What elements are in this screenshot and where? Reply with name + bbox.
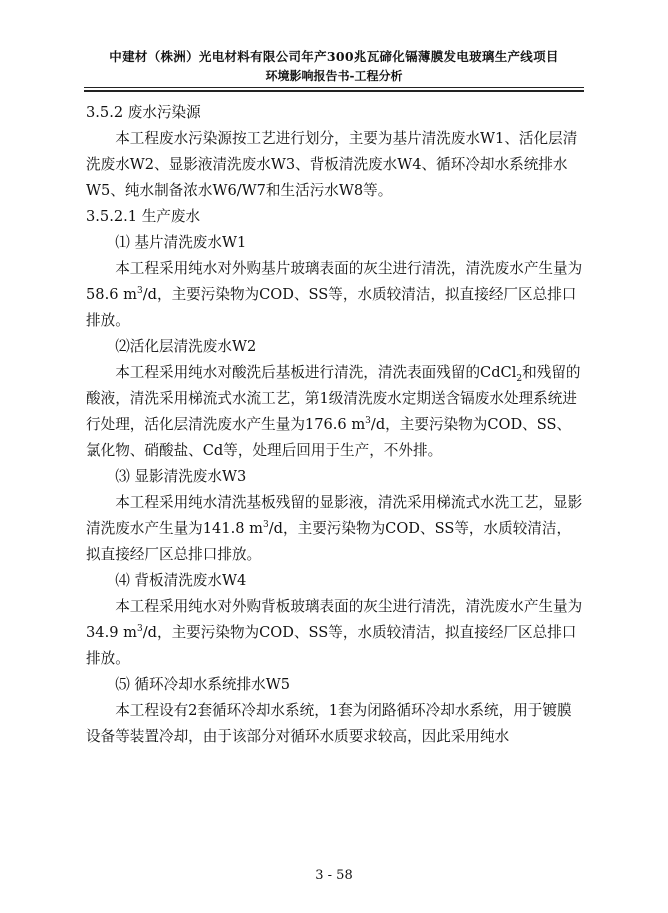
w4-heading: ⑷ 背板清洗废水W4 [115,572,247,589]
w2-heading: ⑵活化层清洗废水W2 [115,338,257,355]
w5-paragraph: 本工程设有2套循环冷却水系统，1套为闭路循环冷却水系统，用于镀膜设备等装置冷却，由于该部分对循环水质要求较高，因此采用纯水 [86,702,572,745]
section-intro-paragraph: 本工程废水污染源按工艺进行划分，主要为基片清洗废水W1、活化层清洗废水W2、显影液清洗废水W3、背板清洗废水W4、循环冷却水系统排水W5、纯水制备浓水W6/W7和生活污水W8等。 [86,130,578,199]
w3-paragraph: 本工程采用纯水清洗基板残留的显影液，清洗采用梯流式水洗工艺，显影清洗废水产生量为141.8 $m^3/d$，主要污染物为COD、SS等，水质较清洁，拟直接经厂区总排口排放。 [86,494,583,563]
section-heading-3-5-2-1: 3.5.2.1 生产废水 [86,208,201,225]
w1-paragraph: 本工程采用纯水对外购基片玻璃表面的灰尘进行清洗，清洗废水产生量为58.6 $m^3/d$，主要污染物为COD、SS等，水质较清洁，拟直接经厂区总排口排放。 [86,260,583,329]
header-project-title: 中建材（株洲）光电材料有限公司年产300兆瓦碲化镉薄膜发电玻璃生产线项目 [109,49,559,64]
header-rule-thick [84,90,584,92]
w5-heading: ⑸ 循环冷却水系统排水W5 [115,676,291,693]
w3-heading: ⑶ 显影清洗废水W3 [115,468,247,485]
header-rule-thin [84,87,584,88]
document-body [86,100,583,750]
w4-paragraph: 本工程采用纯水对外购背板玻璃表面的灰尘进行清洗，清洗废水产生量为34.9 $m^3/d$，主要污染物为COD、SS等，水质较清洁，拟直接经厂区总排口排放。 [86,598,583,667]
section-heading-3-5-2: 3.5.2 废水污染源 [86,104,201,121]
w2-paragraph: 本工程采用纯水对酸洗后基板进行清洗，清洗表面残留的CdCl$_2$和残留的酸液，清洗采用梯流式水流工艺，第1级清洗废水定期送含镉废水处理系统进行处理，活化层清洗废水产生量为176.6 $m^3/d$，主要污染物为COD、SS、氯化物、硝酸盐、Cd等，处理后回用于生产，不外排。 [86,364,581,459]
header-report-title: 环境影响报告书-工程分析 [265,69,403,83]
page-number: 3 - 58 [315,868,353,883]
w1-heading: ⑴ 基片清洗废水W1 [115,234,247,251]
